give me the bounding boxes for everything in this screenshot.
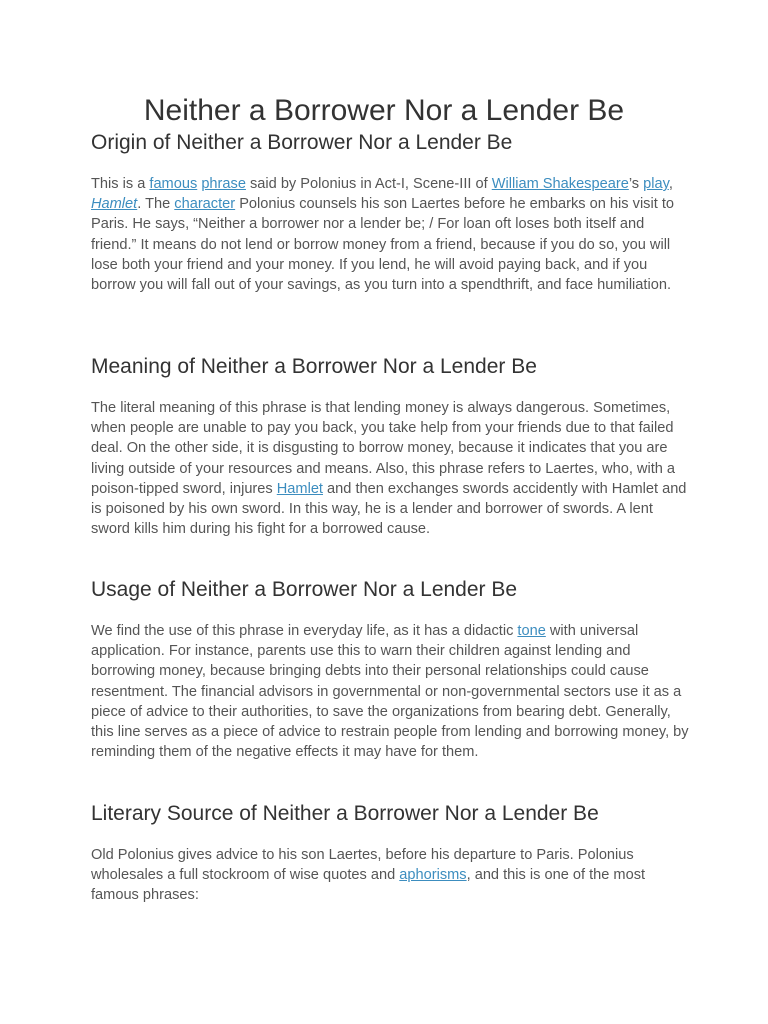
paragraph-literary-source: Old Polonius gives advice to his son Laertes, before his departure to Paris. Polonius wholesales a full stockroom of wise quotes and aphorisms, and this is one of the most famous phrases: bbox=[91, 847, 646, 904]
paragraph-usage: We find the use of this phrase in everyday life, as it has a didactic tone with universal application. For instance, parents use this to warn their children against lending and borrowing money, because bringing debts into their personal relationships could cause resentment. The financial advisors in governmental or non-governmental sectors use it as a piece of advice to their authorities, to save the organizations from bearing debt. Generally, this line serves as a piece of advice to restrain people from lending and borrowing money, by reminding them of the negative effects it may have for them. bbox=[91, 623, 689, 761]
heading-literary-source: Literary Source of Neither a Borrower Nor a Lender Be bbox=[91, 802, 599, 825]
link-aphorisms[interactable]: aphorisms bbox=[399, 867, 467, 884]
paragraph-origin: This is a famous phrase said by Polonius in Act-I, Scene-III of William Shakespeare’s play, Hamlet. The character Polonius counsels his son Laertes before he embarks on his visit to Paris. He says, “Neither a borrower nor a lender be; / For loan oft loses both itself and friend.” It means do not lend or borrow money from a friend, because if you do so, you will lose both your friend and your money. If you lend, he will avoid paying back, and if you borrow you will fall out of your savings, as you turn into a spendthrift, and face humiliation. bbox=[91, 176, 675, 294]
link-hamlet-title[interactable]: Hamlet bbox=[91, 196, 138, 213]
page-title: Neither a Borrower Nor a Lender Be bbox=[143, 94, 625, 127]
link-william-shakespeare[interactable]: William Shakespeare bbox=[491, 176, 629, 192]
heading-meaning: Meaning of Neither a Borrower Nor a Lender Be bbox=[91, 355, 537, 378]
link-play[interactable]: play bbox=[643, 176, 669, 192]
link-character[interactable]: character bbox=[174, 196, 236, 213]
heading-usage: Usage of Neither a Borrower Nor a Lender Be bbox=[91, 578, 518, 601]
link-phrase[interactable]: phrase bbox=[201, 176, 246, 192]
link-tone[interactable]: tone bbox=[517, 623, 546, 639]
heading-origin: Origin of Neither a Borrower Nor a Lender Be bbox=[91, 131, 513, 154]
paragraph-meaning: The literal meaning of this phrase is that lending money is always dangerous. Sometimes, when people are unable to pay you back, you take help from your friends due to that failed deal. On the other side, it is disgusting to borrow money, because it indicates that you are living outside of your resources and means. Also, this phrase refers to Laertes, who, with a poison-tipped sword, injures Hamlet and then exchanges swords accidently with Hamlet and is poisoned by his own sword. In this way, he is a lender and borrower of swords. A lent sword kills him during his fight for a borrowed cause. bbox=[91, 400, 687, 538]
link-famous[interactable]: famous bbox=[149, 176, 198, 192]
link-hamlet[interactable]: Hamlet bbox=[276, 480, 323, 497]
